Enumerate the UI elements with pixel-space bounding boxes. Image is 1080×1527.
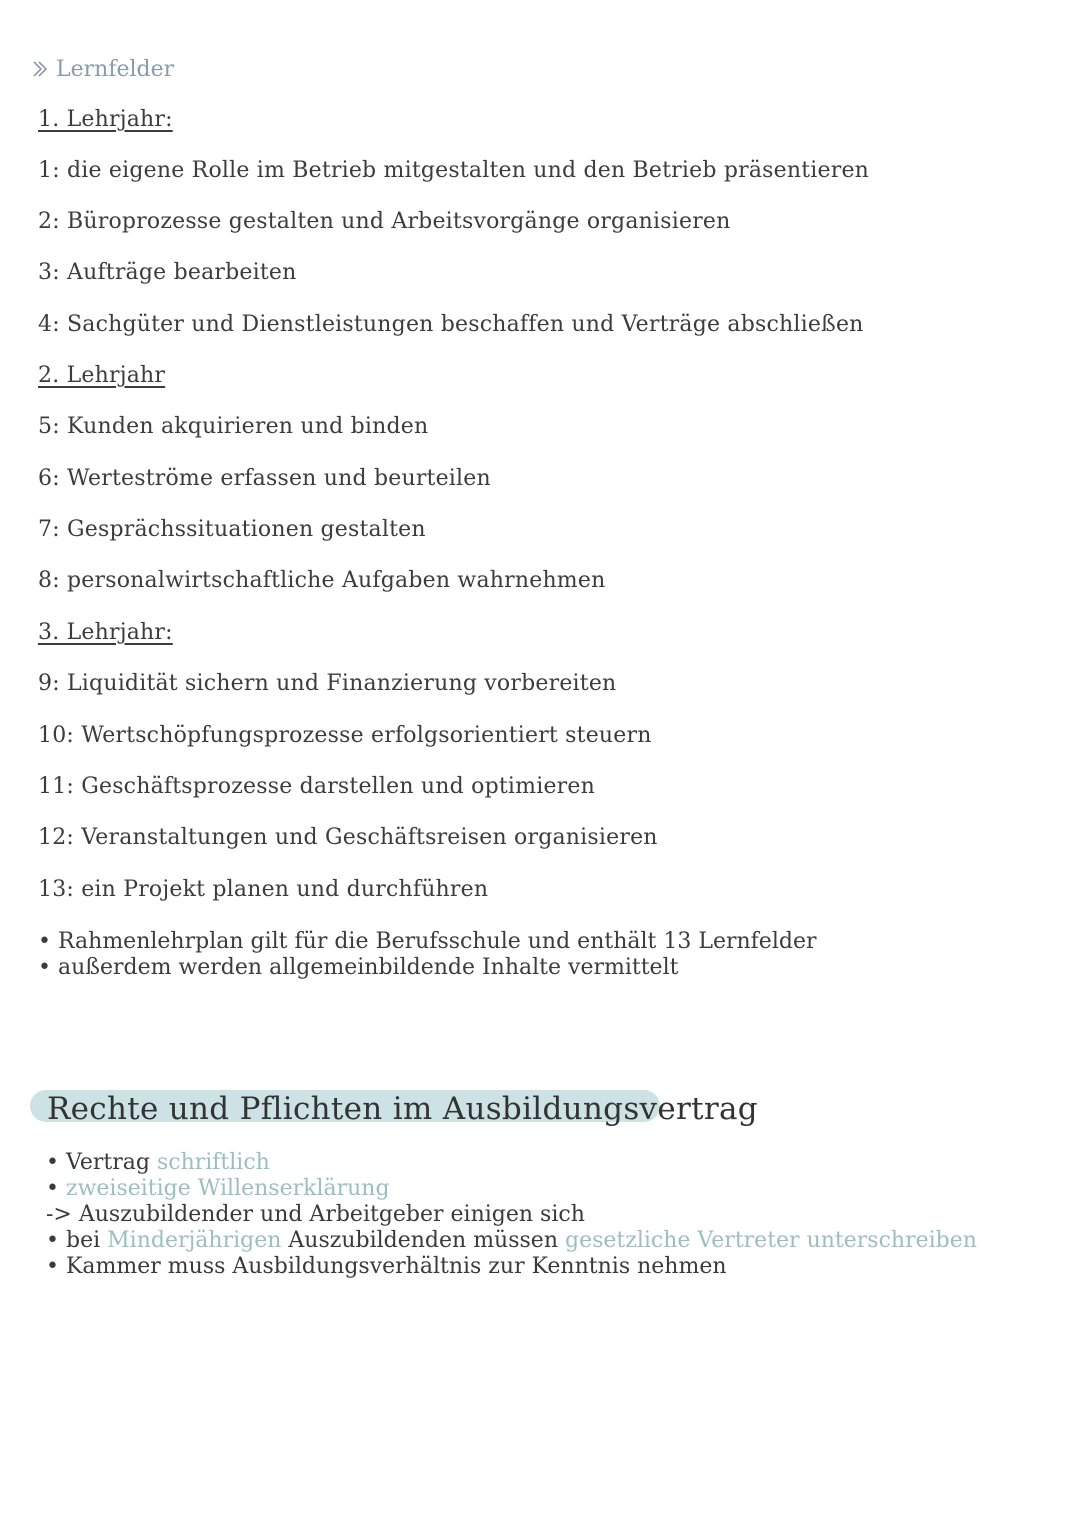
rights-item bbox=[46, 1228, 977, 1254]
note-item: • außerdem werden allgemeinbildende Inhalte vermittelt bbox=[38, 955, 679, 980]
rights-item bbox=[46, 1254, 977, 1280]
rights-list bbox=[46, 1150, 977, 1280]
field-item: 12: Veranstaltungen und Geschäftsreisen organisieren bbox=[38, 825, 658, 850]
double-chevron-right-icon bbox=[30, 58, 52, 80]
year-heading-1: 1. Lehrjahr: bbox=[38, 107, 173, 132]
field-item: 6: Werteströme erfassen und beurteilen bbox=[38, 466, 491, 491]
bullet: • bbox=[46, 1228, 66, 1253]
field-item: 8: personalwirtschaftliche Aufgaben wahrnehmen bbox=[38, 568, 606, 593]
plain-text: Auszubildender und Arbeitgeber einigen sich bbox=[78, 1202, 585, 1227]
field-item: 4: Sachgüter und Dienstleistungen beschaffen und Verträge abschließen bbox=[38, 312, 864, 337]
rights-item bbox=[46, 1176, 977, 1202]
field-item: 5: Kunden akquirieren und binden bbox=[38, 414, 429, 439]
plain-text: bei bbox=[65, 1228, 108, 1253]
lernfelder-label: Lernfelder bbox=[56, 56, 175, 82]
field-item: 10: Wertschöpfungsprozesse erfolgsorientiert steuern bbox=[38, 723, 652, 748]
field-item: 11: Geschäftsprozesse darstellen und optimieren bbox=[38, 774, 595, 799]
field-item: 9: Liquidität sichern und Finanzierung vorbereiten bbox=[38, 671, 617, 696]
year-heading-2: 2. Lehrjahr bbox=[38, 363, 166, 388]
field-item: 13: ein Projekt planen und durchführen bbox=[38, 877, 489, 902]
bullet: • bbox=[46, 1150, 66, 1175]
plain-text: Kammer muss Ausbildungsverhältnis zur Kenntnis nehmen bbox=[65, 1254, 727, 1279]
bullet: • bbox=[46, 1176, 66, 1201]
plain-text: Auszubildenden müssen bbox=[281, 1228, 565, 1253]
field-item: 1: die eigene Rolle im Betrieb mitgestalten und den Betrieb präsentieren bbox=[38, 158, 870, 183]
accent-text: Minderjährigen bbox=[107, 1228, 282, 1253]
rights-heading: Rechte und Pflichten im Ausbildungsvertrag bbox=[47, 1091, 758, 1127]
accent-text: zweiseitige Willenserklärung bbox=[65, 1176, 390, 1201]
rights-item bbox=[46, 1202, 977, 1228]
field-item: 7: Gesprächssituationen gestalten bbox=[38, 517, 426, 542]
bullet: • bbox=[46, 1254, 66, 1279]
lernfelder-link[interactable] bbox=[30, 52, 174, 86]
field-item: 2: Büroprozesse gestalten und Arbeitsvorgänge organisieren bbox=[38, 209, 731, 234]
note-item: • Rahmenlehrplan gilt für die Berufsschule und enthält 13 Lernfelder bbox=[38, 929, 817, 954]
notes-list bbox=[38, 929, 816, 981]
accent-text: gesetzliche Vertreter unterschreiben bbox=[565, 1228, 977, 1253]
accent-text: schriftlich bbox=[156, 1150, 270, 1175]
plain-text: Vertrag bbox=[65, 1150, 157, 1175]
field-item: 3: Aufträge bearbeiten bbox=[38, 260, 297, 285]
rights-item bbox=[46, 1150, 977, 1176]
arrow-marker: -> bbox=[46, 1202, 79, 1227]
year-heading-3: 3. Lehrjahr: bbox=[38, 620, 173, 645]
